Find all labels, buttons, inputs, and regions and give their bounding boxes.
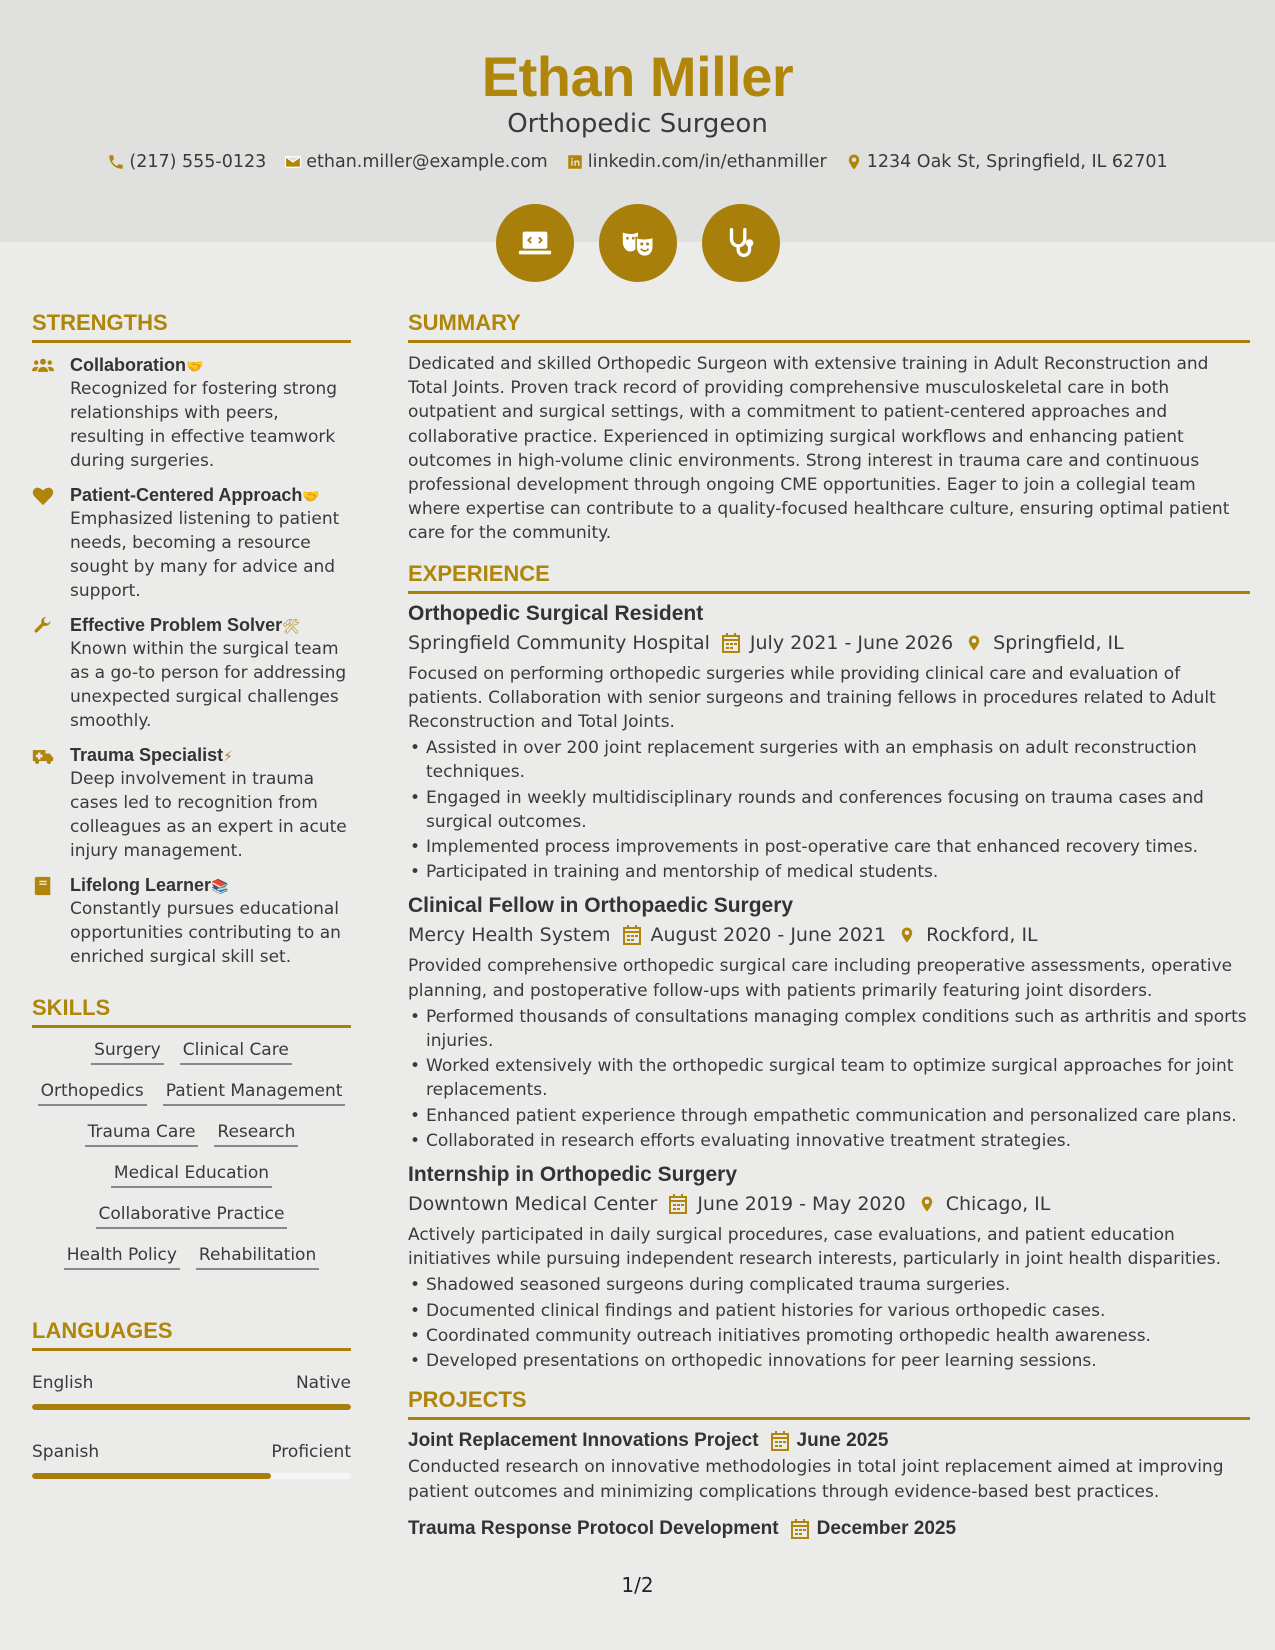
lightning-emoji: ⚡ <box>223 749 233 765</box>
stethoscope-badge <box>702 204 780 282</box>
job-meta <box>408 632 1250 654</box>
calendar-icon <box>771 1431 789 1451</box>
bullet-item: • Developed presentations on orthopedic innovations for peer learning sessions. <box>408 1349 1250 1373</box>
laptop-code-icon <box>516 224 554 262</box>
email-text: ethan.miller@example.com <box>306 152 548 172</box>
job-bullets <box>408 1005 1250 1153</box>
language-bar <box>32 1404 351 1410</box>
skill-tag: Collaborative Practice <box>96 1202 288 1229</box>
skill-tag: Research <box>214 1120 298 1147</box>
bullet-item: • Enhanced patient experience through empathetic communication and personalized care plans. <box>408 1104 1250 1128</box>
strength-title: Patient-Centered Approach <box>70 485 303 505</box>
skill-tag: Trauma Care <box>85 1120 199 1147</box>
linkedin-text: linkedin.com/in/ethanmiller <box>587 152 827 172</box>
strength-desc: Recognized for fostering strong relationships with peers, resulting in effective teamwork during surgeries. <box>70 379 338 471</box>
strength-desc: Deep involvement in trauma cases led to recognition from colleagues as an expert in acute injury management. <box>70 769 347 861</box>
skill-tag: Orthopedics <box>38 1079 147 1106</box>
strength-item <box>32 485 351 603</box>
language-bar <box>32 1473 351 1479</box>
strength-title: Collaboration <box>70 355 186 375</box>
job-desc: Provided comprehensive orthopedic surgical care including preoperative assessments, operative planning, and postoperative follow-ups with patients primarily featuring joint disorders. <box>408 956 1233 1001</box>
job-org: Mercy Health System <box>408 924 611 947</box>
map-pin-icon <box>965 633 983 653</box>
language-level: Proficient <box>271 1442 351 1462</box>
left-column <box>32 310 351 1479</box>
strength-title: Effective Problem Solver <box>70 615 283 635</box>
page-number: 1/2 <box>621 1573 654 1597</box>
ambulance-icon <box>32 746 54 766</box>
strength-item <box>32 875 351 969</box>
job-location: Chicago, IL <box>945 1193 1051 1216</box>
strength-title: Trauma Specialist <box>70 745 224 765</box>
skill-tag: Patient Management <box>163 1079 346 1106</box>
language-item <box>32 1442 351 1479</box>
job-title: Internship in Orthopedic Surgery <box>408 1163 738 1187</box>
project-date: December 2025 <box>816 1517 957 1539</box>
strength-item <box>32 745 351 863</box>
bullet-item: • Documented clinical findings and patient histories for various orthopedic cases. <box>408 1299 1250 1323</box>
job-entry <box>408 602 1250 885</box>
skill-tag: Health Policy <box>64 1243 180 1270</box>
job-dates: June 2019 - May 2020 <box>697 1193 906 1216</box>
heart-icon <box>32 486 54 506</box>
bullet-item: • Worked extensively with the orthopedic surgical team to optimize surgical approaches for joint replacements. <box>408 1054 1250 1102</box>
stethoscope-icon <box>722 224 760 262</box>
contact-linkedin[interactable] <box>566 152 827 172</box>
project-entry <box>408 1430 1250 1503</box>
projects-heading: PROJECTS <box>408 1387 1250 1420</box>
job-entry <box>408 1163 1250 1373</box>
skill-tag: Clinical Care <box>180 1038 292 1065</box>
envelope-icon <box>284 153 302 171</box>
calendar-icon <box>791 1519 809 1539</box>
bullet-item: • Collaborated in research efforts evaluating innovative treatment strategies. <box>408 1129 1250 1153</box>
wrench-icon <box>32 616 54 636</box>
calendar-icon <box>722 633 740 653</box>
bullet-item: • Assisted in over 200 joint replacement surgeries with an emphasis on adult reconstruction techniques. <box>408 736 1250 784</box>
job-meta <box>408 1193 1250 1215</box>
bullet-item: • Participated in training and mentorship of medical students. <box>408 860 1250 884</box>
strength-item <box>32 615 351 733</box>
header-icon-row <box>0 204 1275 282</box>
job-desc: Focused on performing orthopedic surgeries while providing clinical care and evaluation of patients. Collaboration with senior surgeons and training fellows in procedures related to Adult Reconstruction and Total Joints. <box>408 663 1216 733</box>
skill-tag: Surgery <box>91 1038 164 1065</box>
skills-list <box>32 1038 351 1270</box>
strength-desc: Known within the surgical team as a go-to person for addressing unexpected surgical challenges smoothly. <box>70 639 347 731</box>
contact-row <box>0 152 1275 172</box>
books-emoji: 📚 <box>211 879 229 895</box>
candidate-role: Orthopedic Surgeon <box>507 109 768 139</box>
summary-heading: SUMMARY <box>408 310 1250 343</box>
linkedin-icon <box>566 153 584 171</box>
users-icon <box>32 356 54 376</box>
phone-text: (217) 555-0123 <box>129 152 267 172</box>
summary-text: Dedicated and skilled Orthopedic Surgeon with extensive training in Adult Reconstruction and Total Joints. Proven track record of providing comprehensive musculoskeletal care in both outpatient and surgical settings, with a commitment to patient-centered approaches and collaborative practice. Experienced in optimizing surgical workflows and enhancing patient outcomes in high-volume clinic environments. Strong interest in trauma care and continuous professional development through ongoing CME opportunities. Eager to join a collegial team where expertise can contribute to a quality-focused healthcare culture, ensuring optimal patient care for the community. <box>408 354 1230 544</box>
project-title: Joint Replacement Innovations Project <box>408 1430 759 1452</box>
strength-item <box>32 355 351 473</box>
job-dates: July 2021 - June 2026 <box>749 631 954 654</box>
job-title: Orthopedic Surgical Resident <box>408 601 704 625</box>
candidate-name: Ethan Miller <box>481 45 794 108</box>
language-name: Spanish <box>32 1442 100 1462</box>
contact-phone[interactable] <box>107 152 266 172</box>
language-bar-fill <box>32 1473 271 1479</box>
strength-desc: Constantly pursues educational opportunities contributing to an enriched surgical skill set. <box>70 899 341 967</box>
map-pin-icon <box>918 1194 936 1214</box>
project-date: June 2025 <box>796 1430 889 1452</box>
strength-desc: Emphasized listening to patient needs, becoming a resource sought by many for advice and support. <box>70 509 340 601</box>
book-icon <box>32 876 54 896</box>
skill-tag: Rehabilitation <box>196 1243 319 1270</box>
skill-tag: Medical Education <box>111 1161 272 1188</box>
strength-title: Lifelong Learner <box>70 875 212 895</box>
address-text: 1234 Oak St, Springfield, IL 62701 <box>866 152 1168 172</box>
bullet-item: • Implemented process improvements in post-operative care that enhanced recovery times. <box>408 835 1250 859</box>
right-column <box>408 310 1250 1540</box>
job-org: Downtown Medical Center <box>408 1193 658 1216</box>
theater-masks-icon <box>619 224 657 262</box>
job-desc: Actively participated in daily surgical procedures, case evaluations, and patient education initiatives while pursuing independent research interests, particularly in joint health disparities. <box>408 1225 1221 1270</box>
map-pin-icon <box>845 153 863 171</box>
job-location: Springfield, IL <box>993 631 1124 654</box>
languages-heading: LANGUAGES <box>32 1318 351 1351</box>
theater-masks-badge <box>599 204 677 282</box>
language-name: English <box>32 1373 94 1393</box>
tools-emoji: 🛠 <box>282 619 300 635</box>
calendar-icon <box>623 925 641 945</box>
contact-address <box>845 152 1168 172</box>
contact-email[interactable] <box>284 152 547 172</box>
project-title: Trauma Response Protocol Development <box>408 1517 779 1539</box>
job-entry <box>408 894 1250 1153</box>
job-title: Clinical Fellow in Orthopaedic Surgery <box>408 894 794 918</box>
experience-heading: EXPERIENCE <box>408 561 1250 594</box>
job-bullets <box>408 1273 1250 1373</box>
job-meta <box>408 924 1250 946</box>
language-level: Native <box>295 1373 351 1393</box>
project-entry <box>408 1518 1250 1540</box>
language-bar-fill <box>32 1404 351 1410</box>
project-desc: Conducted research on innovative methodologies in total joint replacement aimed at improving patient outcomes and minimizing complications through evidence-based best practices. <box>408 1457 1224 1502</box>
job-org: Springfield Community Hospital <box>408 631 710 654</box>
handshake-emoji: 🤝 <box>302 489 320 505</box>
calendar-icon <box>669 1194 687 1214</box>
skills-heading: SKILLS <box>32 995 351 1028</box>
bullet-item: • Performed thousands of consultations managing complex conditions such as arthritis and sports injuries. <box>408 1005 1250 1053</box>
bullet-item: • Coordinated community outreach initiatives promoting orthopedic health awareness. <box>408 1324 1250 1348</box>
language-item <box>32 1373 351 1410</box>
job-dates: August 2020 - June 2021 <box>650 924 887 947</box>
bullet-item: • Shadowed seasoned surgeons during complicated trauma surgeries. <box>408 1273 1250 1297</box>
strengths-heading: STRENGTHS <box>32 310 351 343</box>
job-bullets <box>408 736 1250 884</box>
laptop-code-badge <box>496 204 574 282</box>
job-location: Rockford, IL <box>926 924 1038 947</box>
phone-icon <box>107 153 125 171</box>
handshake-emoji: 🤝 <box>186 359 204 375</box>
bullet-item: • Engaged in weekly multidisciplinary rounds and conferences focusing on trauma cases and surgical outcomes. <box>408 786 1250 834</box>
map-pin-icon <box>898 925 916 945</box>
